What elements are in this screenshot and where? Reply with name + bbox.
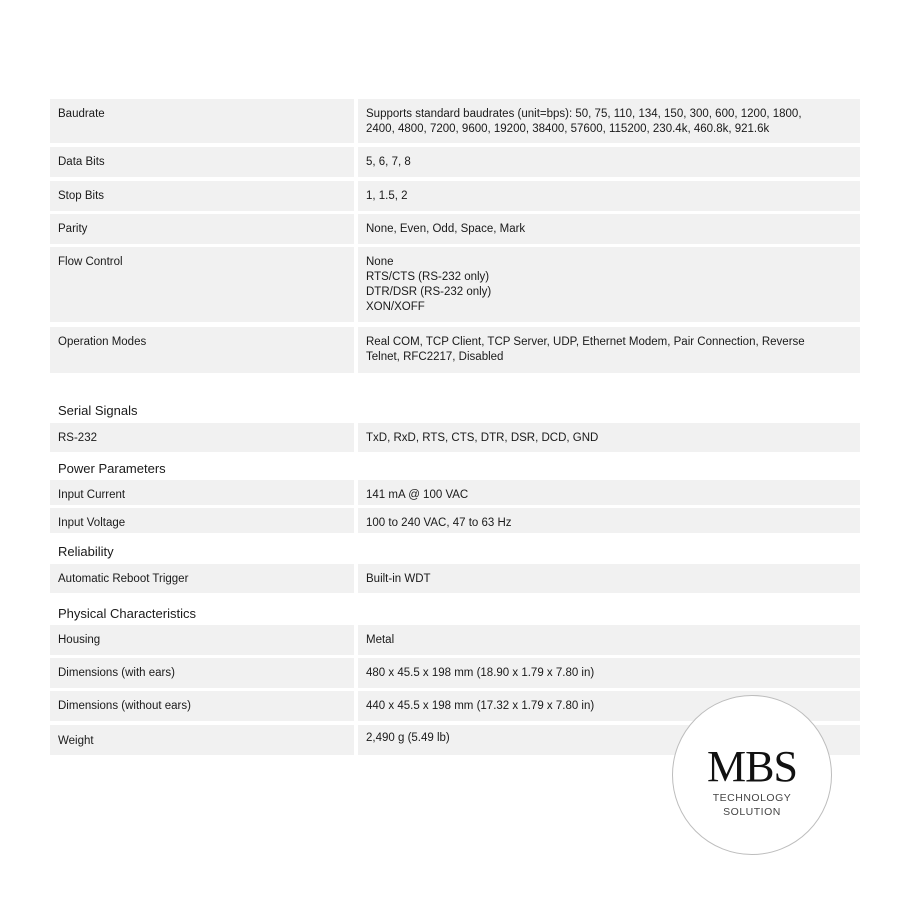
spec-label: Baudrate (50, 99, 354, 143)
spec-label: Stop Bits (50, 181, 354, 211)
spec-value: 100 to 240 VAC, 47 to 63 Hz (358, 508, 860, 533)
spec-value (358, 181, 860, 211)
spec-label: RS-232 (50, 423, 354, 452)
spec-row-parity (50, 214, 860, 244)
spec-value: 141 mA @ 100 VAC (358, 480, 860, 505)
spec-label: Housing (50, 625, 354, 655)
spec-value-line: None, Even, Odd, Space, Mark (366, 223, 526, 235)
company-logo (672, 695, 832, 855)
logo-line-1: TECHNOLOGY (712, 792, 792, 804)
spec-label: Operation Modes (50, 327, 354, 373)
spec-value: 440 x 45.5 x 198 mm (17.32 x 1.79 x 7.80 in) (358, 691, 860, 721)
section-title-power-parameters: Power Parameters (58, 461, 166, 476)
spec-row-input-current (50, 480, 860, 505)
spec-value (358, 214, 860, 244)
spec-label: Dimensions (without ears) (50, 691, 354, 721)
spec-value-line: Telnet, RFC2217, Disabled (366, 351, 504, 363)
spec-label: Input Current (50, 480, 354, 505)
spec-value-line: DTR/DSR (RS-232 only) (366, 286, 492, 298)
spec-value (358, 327, 860, 373)
logo-line-2: SOLUTION (723, 806, 781, 818)
spec-row-dimensions-with-ears (50, 658, 860, 688)
logo-mark: MBS (707, 742, 797, 791)
spec-value-line: Real COM, TCP Client, TCP Server, UDP, Ethernet Modem, Pair Connection, Reverse (366, 336, 805, 348)
spec-label: Dimensions (with ears) (50, 658, 354, 688)
spec-row-rs232 (50, 423, 860, 452)
spec-value-line: 2400, 4800, 7200, 9600, 19200, 38400, 57600, 115200, 230.4k, 460.8k, 921.6k (366, 123, 770, 135)
spec-value: TxD, RxD, RTS, CTS, DTR, DSR, DCD, GND (358, 423, 860, 452)
spec-value: Built-in WDT (358, 564, 860, 593)
spec-row-flow-control (50, 247, 860, 322)
spec-label: Parity (50, 214, 354, 244)
spec-value: 2,490 g (5.49 lb) (358, 725, 860, 755)
spec-value-line: None (366, 256, 394, 268)
spec-value-line: Supports standard baudrates (unit=bps): 50, 75, 110, 134, 150, 300, 600, 1200, 1800, (366, 108, 802, 120)
spec-value-line: 1, 1.5, 2 (366, 190, 408, 202)
spec-value (358, 147, 860, 177)
section-title-serial-signals: Serial Signals (58, 403, 138, 418)
section-title-physical: Physical Characteristics (58, 606, 196, 621)
spec-row-input-voltage (50, 508, 860, 533)
spec-row-reboot-trigger (50, 564, 860, 593)
section-title-reliability: Reliability (58, 544, 114, 559)
spec-label: Flow Control (50, 247, 354, 322)
spec-row-operation-modes (50, 327, 860, 373)
spec-label: Input Voltage (50, 508, 354, 533)
spec-value: 480 x 45.5 x 198 mm (18.90 x 1.79 x 7.80 in) (358, 658, 860, 688)
spec-label: Automatic Reboot Trigger (50, 564, 354, 593)
spec-row-baudrate (50, 99, 860, 143)
spec-value (358, 99, 860, 143)
spec-value (358, 247, 860, 322)
spec-row-stop-bits (50, 181, 860, 211)
spec-value-line: 5, 6, 7, 8 (366, 156, 411, 168)
spec-value-line: RTS/CTS (RS-232 only) (366, 271, 490, 283)
spec-row-data-bits (50, 147, 860, 177)
spec-label: Weight (50, 725, 354, 755)
spec-label: Data Bits (50, 147, 354, 177)
spec-value: Metal (358, 625, 860, 655)
spec-value-line: XON/XOFF (366, 301, 425, 313)
spec-row-housing (50, 625, 860, 655)
